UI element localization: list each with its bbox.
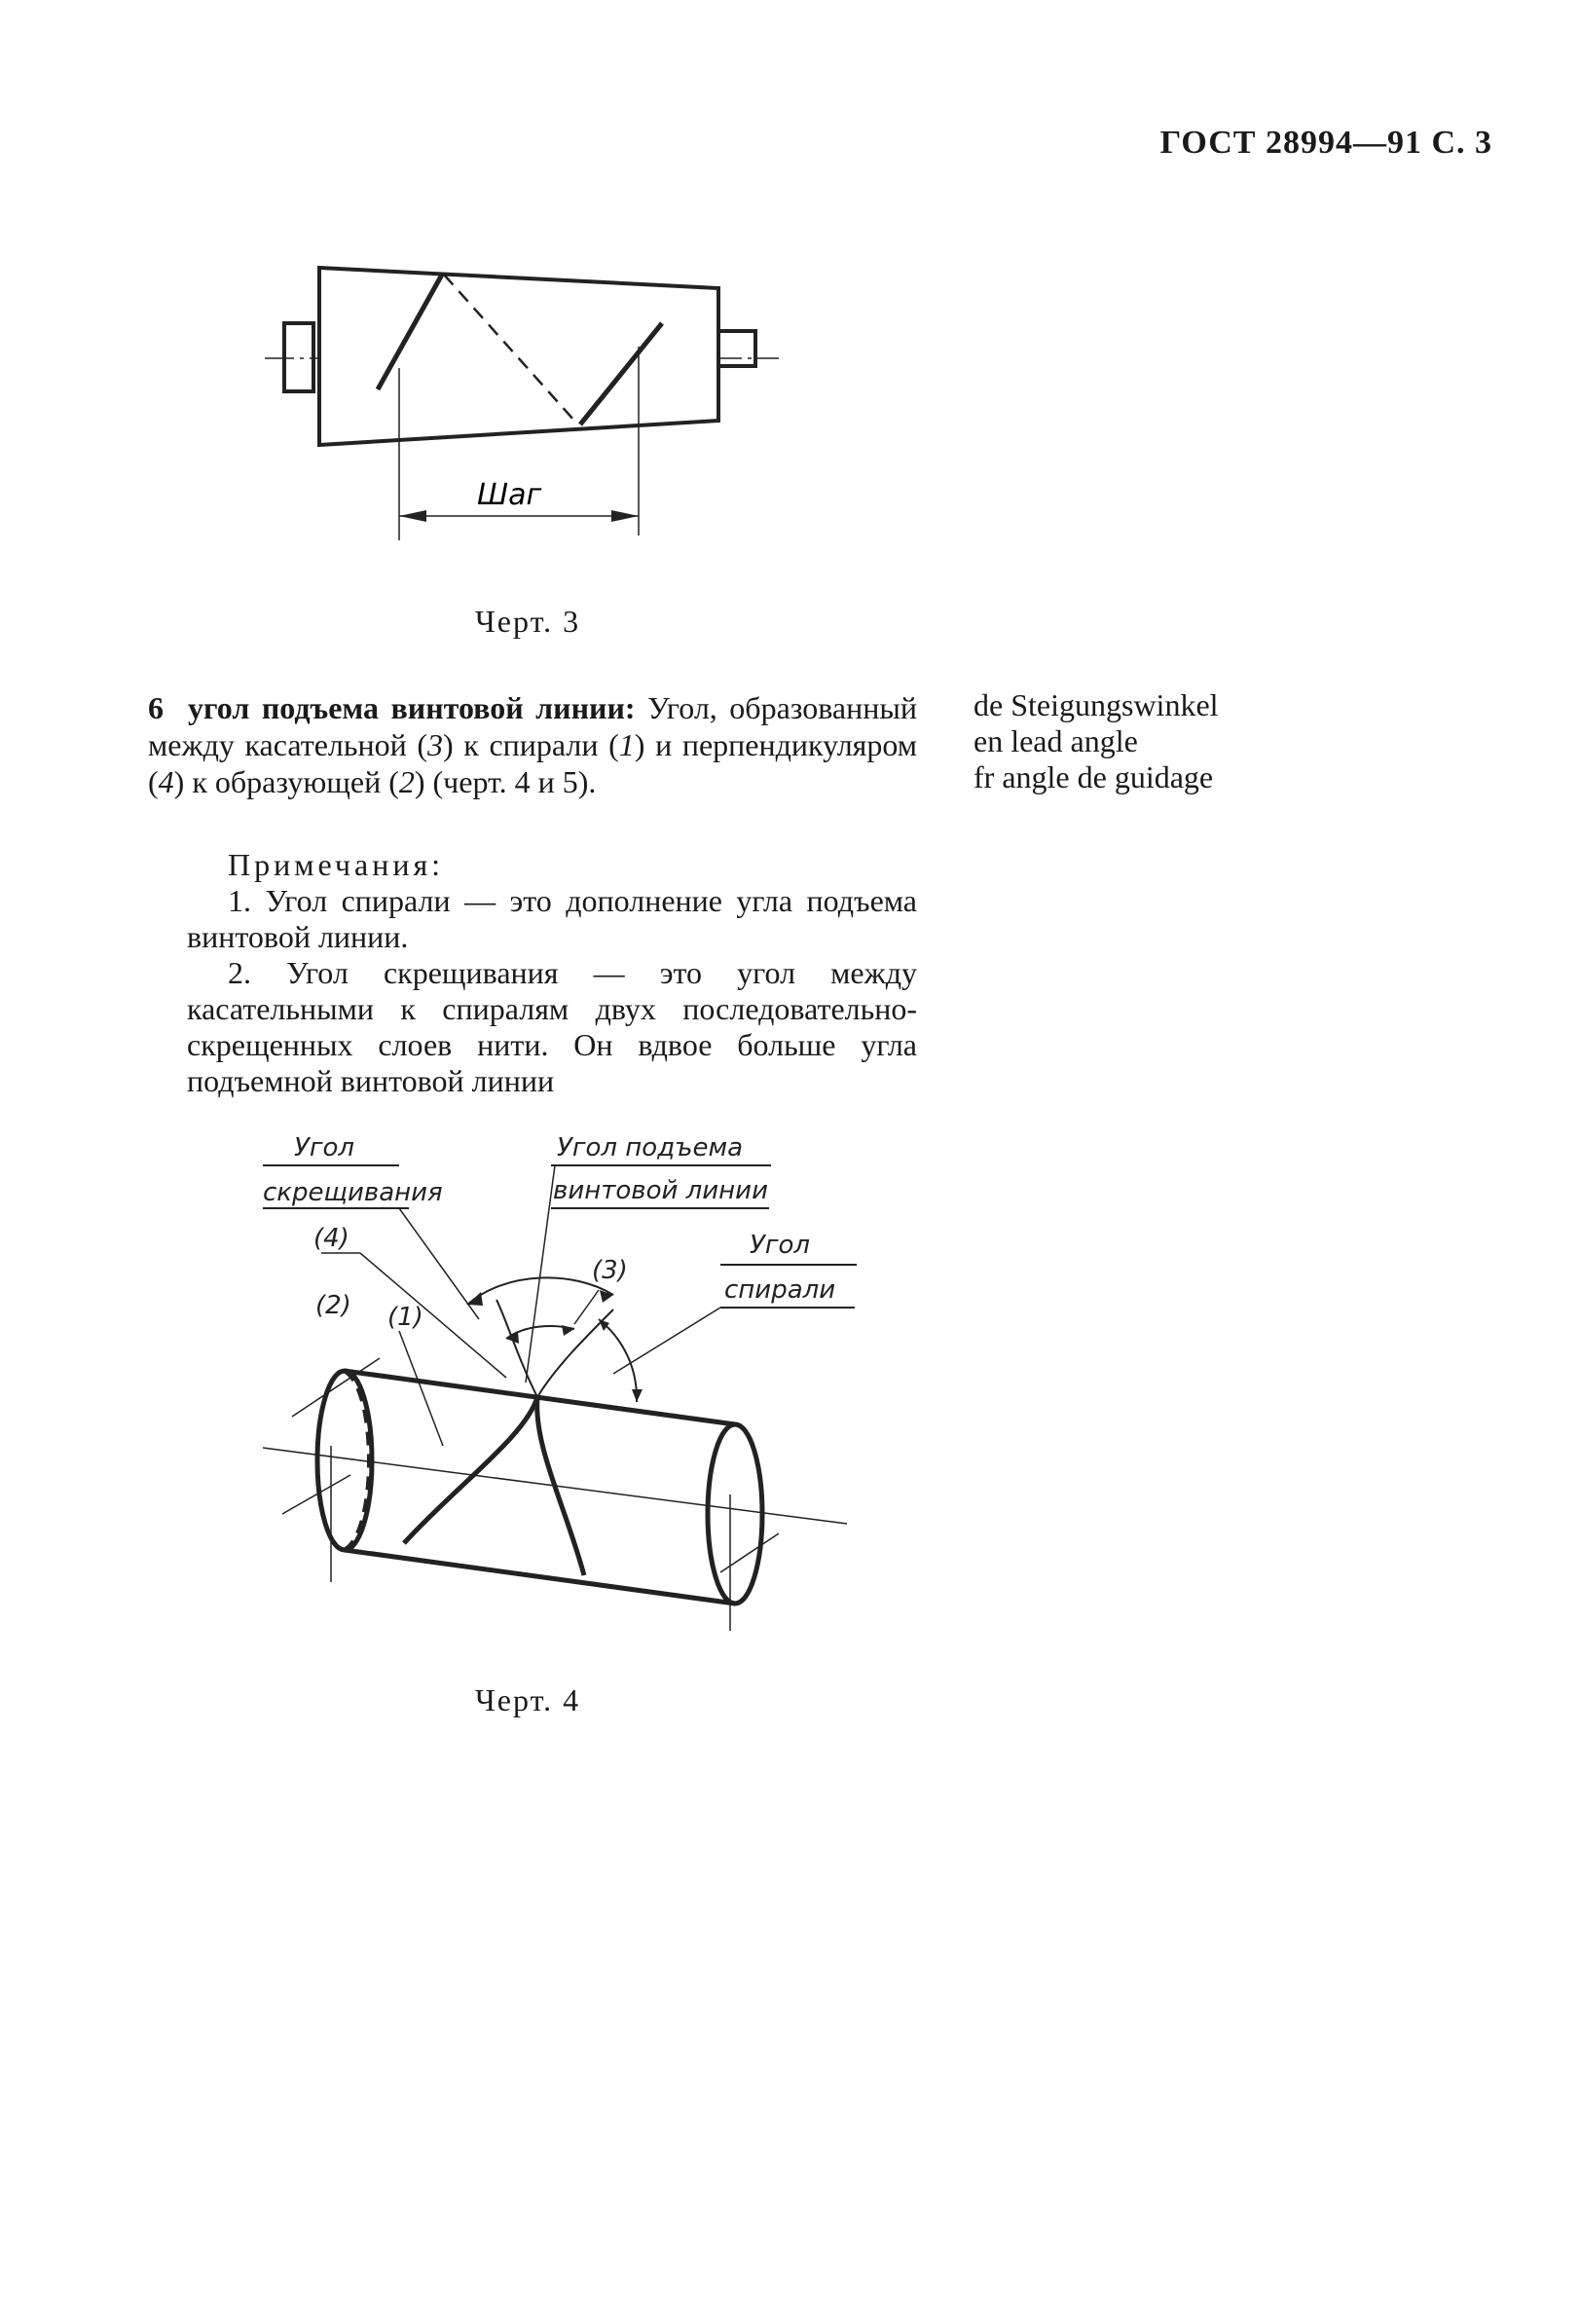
term-name: угол подъема винтовой линии: [188,690,636,725]
term-ref-tangent: 3 [427,727,443,762]
label-lead-angle-line2: винтовой линии [553,1176,768,1205]
figure-4-angles-drawing [263,1125,896,1631]
term-def-part-5: ) (черт. 4 и 5). [414,764,597,799]
term-ref-perpendicular: 4 [158,764,174,799]
figure-3-caption: Черт. 3 [475,604,581,639]
label-2: (2) [315,1291,351,1320]
label-crossing-angle-line2: скрещивания [263,1178,443,1207]
term-def-part-2: ) к спирали ( [443,727,619,762]
term-ref-generatrix: 2 [398,764,415,799]
label-3: (3) [592,1256,628,1285]
term-number: 6 [148,690,164,725]
notes-section [187,847,917,1099]
label-lead-angle-line1: Угол подъема [557,1133,744,1162]
foreign-term-fr: fr angle de guidage [974,759,1214,794]
note-1: 1. Угол спирали — это дополнение угла подъема винтовой линии. [187,883,917,954]
term-def-part-4: ) к образующей ( [173,764,399,799]
pitch-label: Шаг [477,478,542,512]
foreign-equivalents [974,687,1219,795]
figure-4-caption: Черт. 4 [475,1682,581,1717]
term-definition [148,689,917,800]
label-4: (4) [313,1224,349,1253]
label-1: (1) [387,1303,423,1332]
term-def-part-3: ) и перпендикуляром ( [148,727,918,799]
label-helix-angle-line1: Угол [750,1231,811,1260]
label-helix-angle-line2: спирали [724,1275,836,1305]
foreign-term-de: de Steigungswinkel [974,687,1219,722]
notes-heading: Примечания: [228,847,445,882]
note-2: 2. Угол скрещивания — это угол между касательными к спиралям двух последовательно-скрещенных слоев нити. Он вдвое больше угла подъемной винтовой линии [187,955,917,1098]
term-ref-spiral: 1 [618,727,635,762]
label-crossing-angle-line1: Угол [294,1133,355,1162]
term-def-part-1: Угол, образованный между касательной ( [148,690,918,762]
document-header: ГОСТ 28994—91 С. 3 [1159,125,1492,161]
foreign-term-en: en lead angle [974,723,1138,758]
figure-3-spool-drawing [253,253,798,555]
